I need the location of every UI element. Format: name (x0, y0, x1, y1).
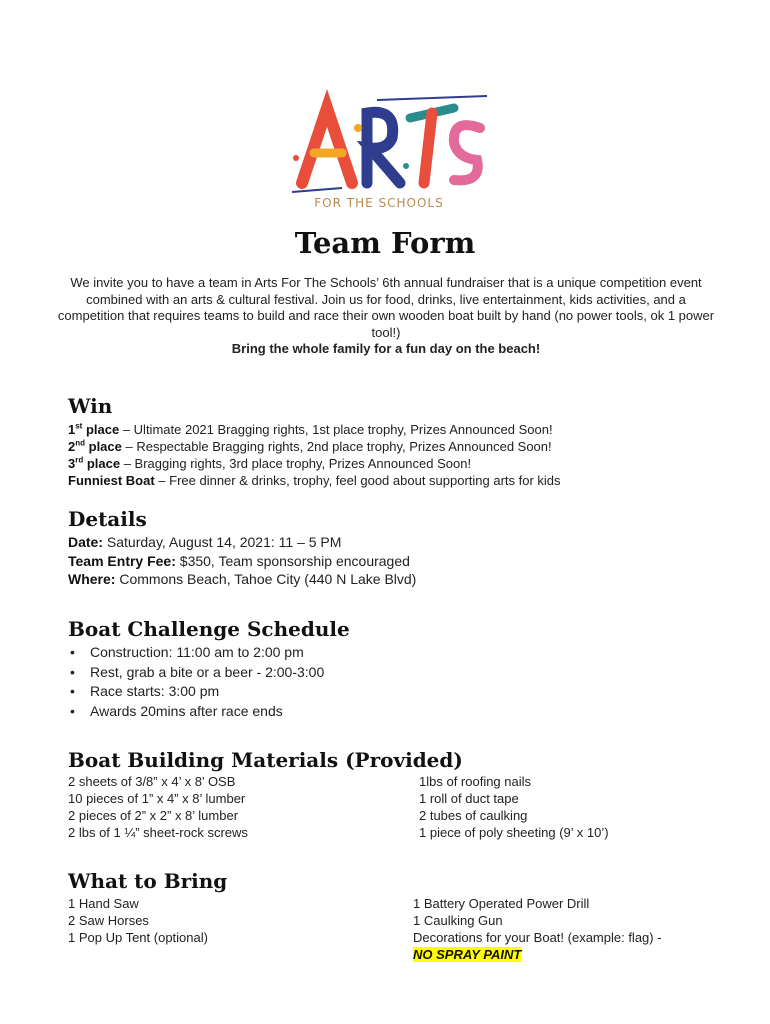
material-item: 2 sheets of 3/8” x 4’ x 8’ OSB (68, 774, 236, 789)
bring-item: 1 Battery Operated Power Drill (413, 896, 590, 911)
win-item: 3rd place – Bragging rights, 3rd place trophy, Prizes Announced Soon! (68, 455, 472, 471)
material-item: 10 pieces of 1” x 4” x 8’ lumber (68, 791, 246, 806)
win-heading: Win (68, 394, 113, 418)
bring-warning (413, 946, 733, 963)
win-item: Funniest Boat – Free dinner & drinks, trophy, feel good about supporting arts for kids (68, 473, 561, 488)
win-item: 2nd place – Respectable Bragging rights, 2nd place trophy, Prizes Announced Soon! (68, 438, 552, 454)
schedule-item: • Race starts: 3:00 pm (68, 682, 718, 702)
details-heading: Details (68, 507, 147, 531)
bring-item: 1 Pop Up Tent (optional) (68, 930, 208, 945)
schedule-list (68, 643, 718, 721)
arts-logo-graphic (282, 88, 492, 198)
arts-logo (282, 88, 492, 216)
material-item: 2 tubes of caulking (419, 808, 528, 823)
material-item: 1 piece of poly sheeting (9’ x 10’) (419, 825, 609, 840)
bring-left-list (68, 895, 388, 946)
no-spray-paint-highlight: NO SPRAY PAINT (413, 947, 522, 962)
bring-heading: What to Bring (68, 869, 228, 893)
schedule-item: • Rest, grab a bite or a beer - 2:00-3:00 (68, 663, 718, 683)
bring-item: 1 Caulking Gun (413, 913, 503, 928)
material-item: 1lbs of roofing nails (419, 774, 532, 789)
intro-tagline: Bring the whole family for a fun day on the beach! (231, 341, 541, 356)
win-item: 1st place – Ultimate 2021 Bragging rights, 1st place trophy, Prizes Announced Soon! (68, 421, 553, 437)
bring-right-list (413, 895, 733, 963)
details-fee: Team Entry Fee: $350, Team sponsorship encouraged (68, 552, 410, 569)
bring-item: Decorations for your Boat! (example: flag) - (413, 930, 662, 945)
intro-paragraph: We invite you to have a team in Arts For The Schools’ 6th annual fundraiser that is a unique competition event combined with an arts & cultural festival. Join us for food, drinks, live entertainment, kids activities, and a competition that requires teams to build and race their own wooden boat built by hand (no power tools, ok 1 power tool!) (57, 275, 715, 340)
intro-text (56, 275, 716, 358)
material-item: 2 pieces of 2” x 2” x 8’ lumber (68, 808, 239, 823)
materials-right-list (419, 773, 719, 841)
material-item: 1 roll of duct tape (419, 791, 519, 806)
details-list (68, 533, 718, 589)
logo-subtitle: FOR THE SCHOOLS (314, 196, 444, 210)
materials-heading: Boat Building Materials (Provided) (68, 748, 463, 772)
materials-left-list (68, 773, 388, 841)
bring-item: 2 Saw Horses (68, 913, 149, 928)
details-date: Date: Saturday, August 14, 2021: 11 – 5 PM (68, 534, 342, 550)
page-title: Team Form (294, 226, 476, 260)
schedule-heading: Boat Challenge Schedule (68, 617, 350, 641)
details-where: Where: Commons Beach, Tahoe City (440 N Lake Blvd) (68, 571, 417, 587)
schedule-item: • Construction: 11:00 am to 2:00 pm (68, 643, 718, 663)
material-item: 2 lbs of 1 ¼” sheet-rock screws (68, 825, 248, 840)
win-list (68, 421, 718, 489)
schedule-item: • Awards 20mins after race ends (68, 702, 718, 722)
bring-item: 1 Hand Saw (68, 896, 139, 911)
